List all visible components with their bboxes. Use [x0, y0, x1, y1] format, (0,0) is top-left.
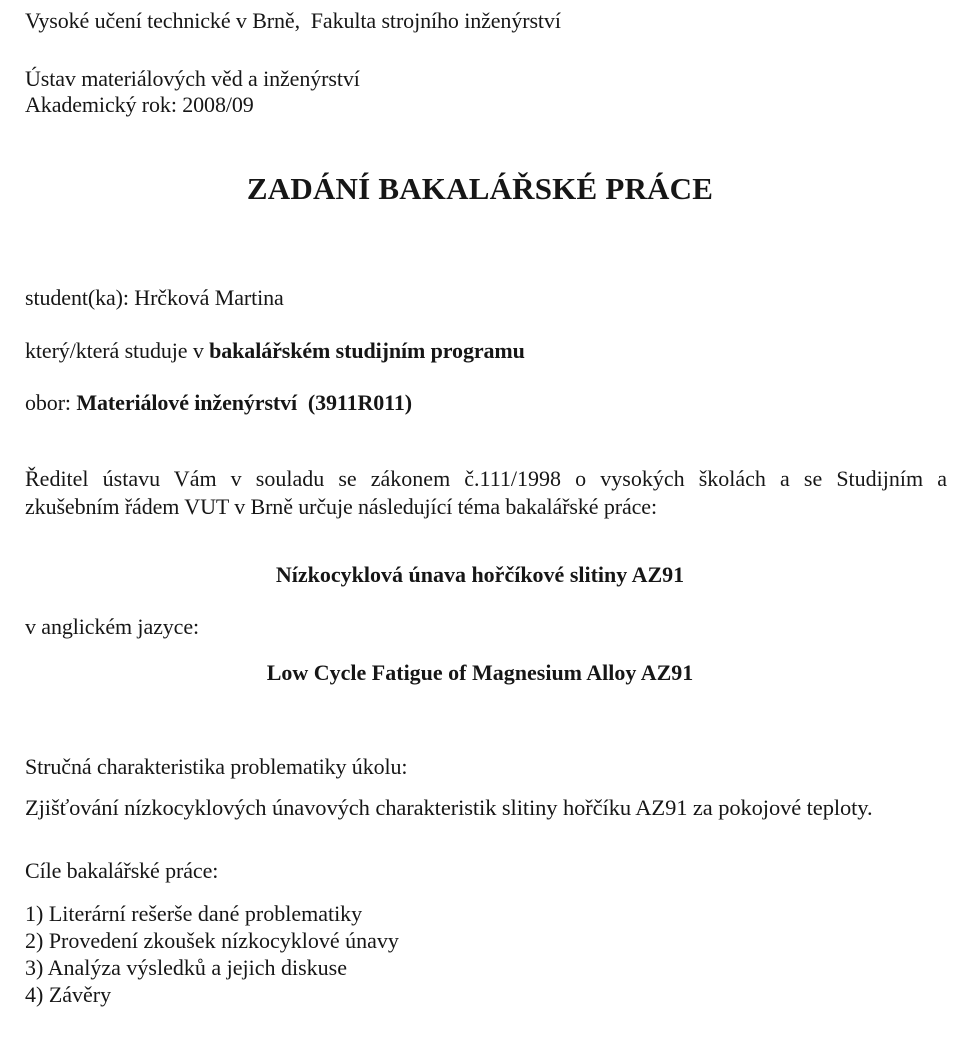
- field-code: (3911R011): [307, 390, 412, 415]
- summary-text: Zjišťování nízkocyklových únavových charakteristik slitiny hořčíku AZ91 za pokojové teploty.: [25, 795, 873, 820]
- goals-label: Cíle bakalářské práce:: [25, 858, 219, 883]
- university-name: Vysoké učení technické v Brně,: [25, 8, 300, 33]
- topic-english: Low Cycle Fatigue of Magnesium Alloy AZ91: [266, 660, 694, 685]
- list-item: 2) Provedení zkoušek nízkocyklové únavy: [25, 928, 399, 953]
- header-university-line: [25, 8, 561, 34]
- decree-line-2: zkušebním řádem VUT v Brně určuje následující téma bakalářské práce:: [25, 494, 657, 519]
- student-line: [25, 285, 284, 311]
- academic-year: Akademický rok: 2008/09: [25, 92, 254, 117]
- list-item: 4) Závěry: [25, 982, 112, 1007]
- programme-line: [25, 338, 525, 364]
- goals-list: [25, 900, 399, 1008]
- english-label: v anglickém jazyce:: [25, 614, 200, 639]
- page-title: ZADÁNÍ BAKALÁŘSKÉ PRÁCE: [246, 171, 714, 206]
- field-label: obor:: [25, 390, 71, 415]
- student-label: student(ka):: [25, 285, 129, 310]
- list-item: 1) Literární rešerše dané problematiky: [25, 901, 363, 926]
- field-name: Materiálové inženýrství: [76, 390, 298, 415]
- institute-name: Ústav materiálových věd a inženýrství: [25, 66, 360, 91]
- summary-label: Stručná charakteristika problematiky úkolu:: [25, 754, 408, 779]
- faculty-name: Fakulta strojního inženýrství: [310, 8, 561, 33]
- decree-line-1: Ředitel ústavu Vám v souladu se zákonem č.111/1998 o vysokých školách a se Studijním a: [25, 466, 947, 491]
- programme-prefix: který/která studuje v: [25, 338, 204, 363]
- list-item: 3) Analýza výsledků a jejich diskuse: [25, 955, 347, 980]
- programme-name: bakalářském studijním programu: [209, 338, 525, 363]
- field-line: [25, 390, 412, 416]
- student-name: Hrčková Martina: [134, 285, 284, 310]
- topic-czech: Nízkocyklová únava hořčíkové slitiny AZ91: [275, 562, 685, 587]
